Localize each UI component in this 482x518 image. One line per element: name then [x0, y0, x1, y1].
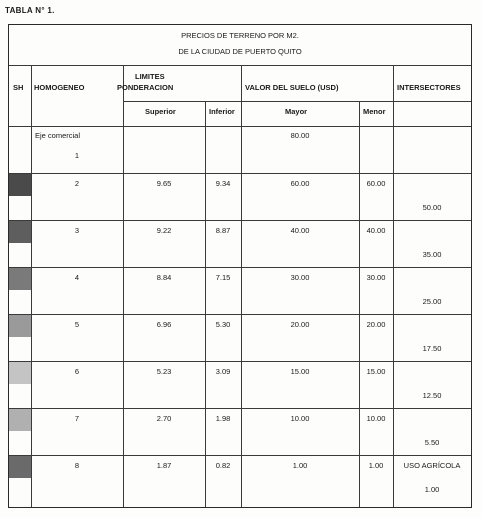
col-line-homogeneo — [123, 65, 124, 507]
row3-intersector: 35.00 — [422, 250, 442, 259]
sh-swatch-3 — [9, 221, 31, 243]
col-line-sh — [31, 65, 32, 507]
row6-superior: 5.23 — [156, 367, 172, 376]
row3-homogeneo: 3 — [74, 226, 80, 235]
row7-homogeneo: 7 — [74, 414, 80, 423]
sh-swatch-5 — [9, 315, 31, 337]
sh-swatch-6 — [9, 362, 31, 384]
row1-homogeneo-label: Eje comercial — [35, 131, 81, 140]
header-homogeneo: HOMOGENEO — [34, 83, 85, 92]
header-valor-suelo: VALOR DEL SUELO (USD) — [245, 83, 339, 92]
subheader-divider — [123, 101, 471, 102]
row5-mayor: 20.00 — [290, 320, 310, 329]
table-label: TABLA N° 1. — [5, 6, 55, 15]
row7-superior: 2.70 — [156, 414, 172, 423]
header-inferior: Inferior — [209, 107, 235, 116]
col-line-mayor — [359, 101, 360, 507]
row3-superior: 9.22 — [156, 226, 172, 235]
row5-inferior: 5.30 — [215, 320, 231, 329]
row-line-3 — [9, 267, 471, 268]
sh-swatch-7 — [9, 409, 31, 431]
row8-mayor: 1.00 — [292, 461, 308, 470]
row8-inferior: 0.82 — [215, 461, 231, 470]
row-line-2 — [9, 220, 471, 221]
sh-swatch-8 — [9, 456, 31, 478]
col-line-superior — [205, 101, 206, 507]
row5-homogeneo: 5 — [74, 320, 80, 329]
row-line-7 — [9, 455, 471, 456]
sh-swatch-2 — [9, 174, 31, 196]
row3-menor: 40.00 — [366, 226, 386, 235]
row8-homogeneo: 8 — [74, 461, 80, 470]
row4-superior: 8.84 — [156, 273, 172, 282]
row5-superior: 6.96 — [156, 320, 172, 329]
row-line-4 — [9, 314, 471, 315]
row3-mayor: 40.00 — [290, 226, 310, 235]
row4-mayor: 30.00 — [290, 273, 310, 282]
row6-intersector: 12.50 — [422, 391, 442, 400]
header-ponderacion: PONDERACION — [117, 83, 174, 92]
table-title-line2: DE LA CIUDAD DE PUERTO QUITO — [178, 47, 302, 56]
header-bottom-line — [9, 126, 471, 127]
header-superior: Superior — [145, 107, 176, 116]
row4-homogeneo: 4 — [74, 273, 80, 282]
header-mayor: Mayor — [285, 107, 308, 116]
row4-intersector: 25.00 — [422, 297, 442, 306]
row-line-1 — [9, 173, 471, 174]
row8-intersector-label: USO AGRÍCOLA — [403, 461, 461, 470]
row2-inferior: 9.34 — [215, 179, 231, 188]
row5-intersector: 17.50 — [422, 344, 442, 353]
sh-swatch-4 — [9, 268, 31, 290]
row1-homogeneo-number: 1 — [74, 151, 80, 160]
row3-inferior: 8.87 — [215, 226, 231, 235]
row8-intersector-value: 1.00 — [424, 485, 440, 494]
row-line-5 — [9, 361, 471, 362]
header-limites: LIMITES — [135, 72, 165, 81]
row6-homogeneo: 6 — [74, 367, 80, 376]
row2-homogeneo: 2 — [74, 179, 80, 188]
row8-superior: 1.87 — [156, 461, 172, 470]
row2-menor: 60.00 — [366, 179, 386, 188]
title-divider — [9, 65, 471, 66]
row7-inferior: 1.98 — [215, 414, 231, 423]
row4-menor: 30.00 — [366, 273, 386, 282]
row2-superior: 9.65 — [156, 179, 172, 188]
row5-menor: 20.00 — [366, 320, 386, 329]
header-menor: Menor — [363, 107, 386, 116]
row2-intersector: 50.00 — [422, 203, 442, 212]
row-line-6 — [9, 408, 471, 409]
row2-mayor: 60.00 — [290, 179, 310, 188]
header-sh: SH — [13, 83, 24, 92]
row4-inferior: 7.15 — [215, 273, 231, 282]
row6-inferior: 3.09 — [215, 367, 231, 376]
row6-menor: 15.00 — [366, 367, 386, 376]
row1-mayor: 80.00 — [290, 131, 310, 140]
row6-mayor: 15.00 — [290, 367, 310, 376]
header-intersectores: INTERSECTORES — [397, 83, 461, 92]
row7-mayor: 10.00 — [290, 414, 310, 423]
row7-menor: 10.00 — [366, 414, 386, 423]
table-title-line1: PRECIOS DE TERRENO POR M2. — [181, 31, 299, 40]
row7-intersector: 5.50 — [424, 438, 440, 447]
row8-menor: 1.00 — [368, 461, 384, 470]
price-table — [8, 24, 472, 508]
